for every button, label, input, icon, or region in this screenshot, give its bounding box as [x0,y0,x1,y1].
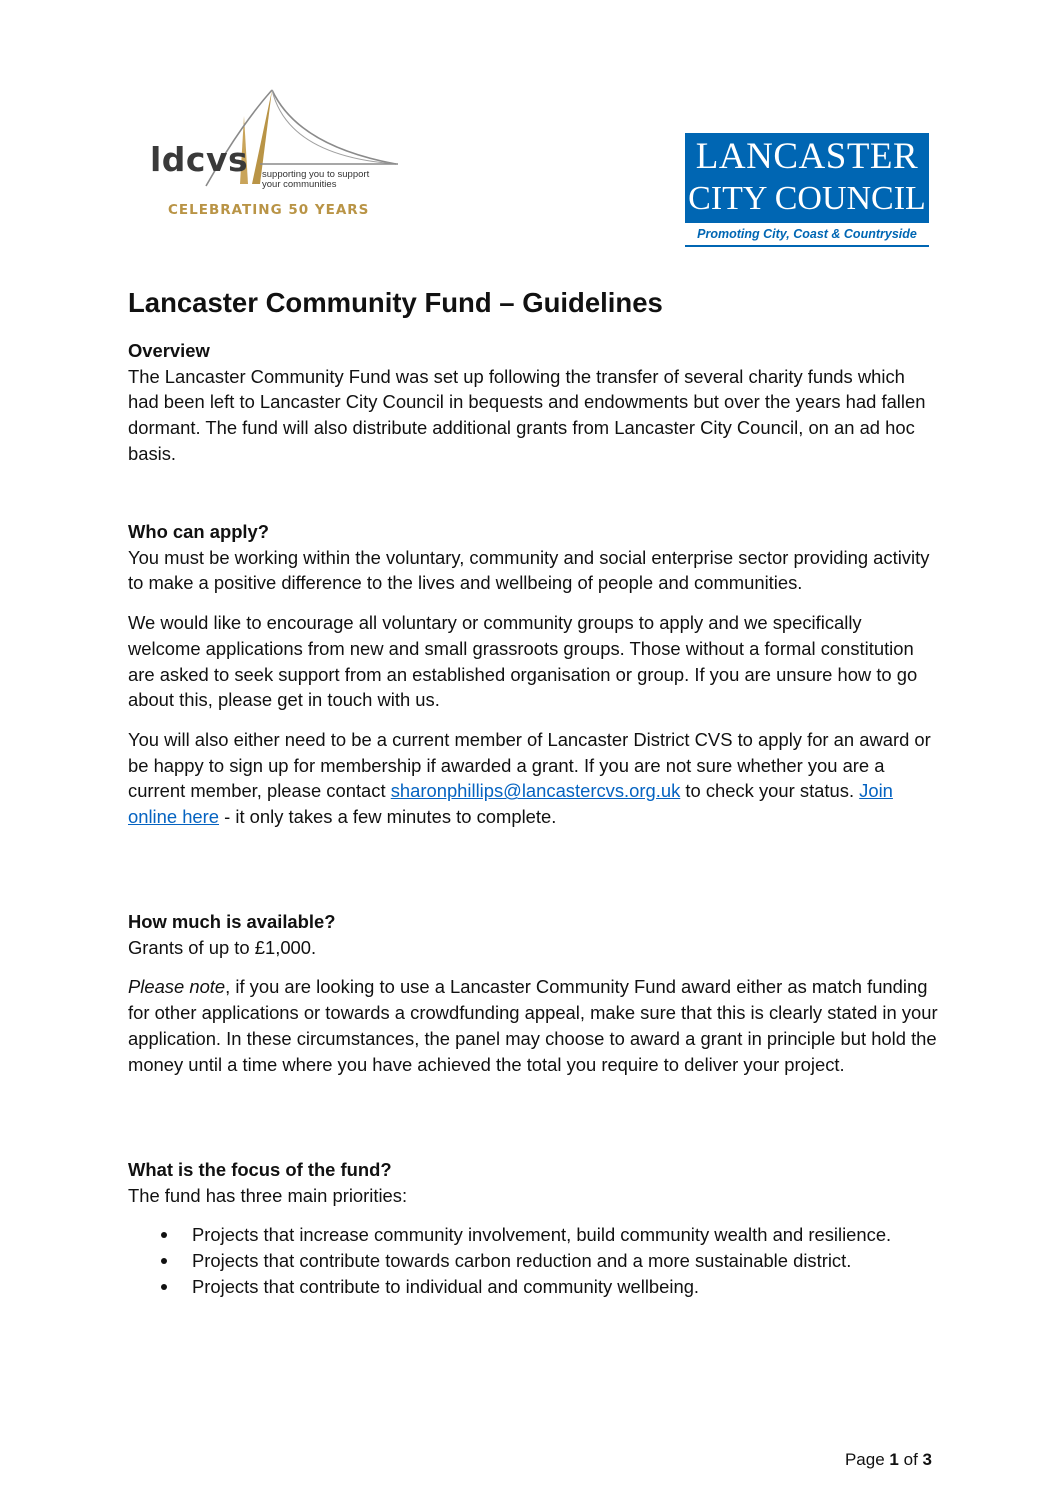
ldcvs-tagline [262,170,382,190]
council-logo-line1: LANCASTER [695,136,919,177]
council-logo-line2: CITY COUNCIL [688,180,926,217]
bullet-icon [161,1232,167,1238]
how-much-heading: How much is available? [128,911,336,932]
current-page: 1 [889,1450,899,1469]
council-logo-box [685,133,929,223]
focus-intro: The fund has three main priorities: [128,1184,408,1206]
match-funding-note [128,974,938,1077]
council-tagline-rule [685,245,929,247]
ldcvs-tagline-line2: your communities [262,179,337,190]
ldcvs-anniversary: CELEBRATING 50 YEARS [168,202,370,218]
priority-text: Projects that contribute to individual and community wellbeing. [192,1275,700,1297]
who-can-apply-para1: You must be working within the voluntary, community and social enterprise sector providing activity to make a positive difference to the lives and wellbeing of people and communities. [128,546,930,594]
contact-email-link[interactable]: sharonphillips@lancastercvs.org.uk [390,780,681,802]
ldcvs-logo [148,86,408,221]
how-much-section [128,909,938,1077]
page-label: Page [844,1450,885,1469]
focus-heading: What is the focus of the fund? [128,1159,392,1180]
page-number [845,1450,932,1470]
check-status-text: to check your status. [680,780,860,802]
priority-text: Projects that increase community involvement, build community wealth and resilience. [192,1224,892,1246]
priority-item [128,1274,938,1300]
grant-amount-text: Grants of up to £1,000. [128,936,317,958]
bullet-icon [161,1284,167,1290]
focus-section [128,1157,938,1300]
who-can-apply-para2: We would like to encourage all voluntary or community groups to apply and we specifically welcome applications from new and small grassroots groups. Those without a formal constitution are asked to seek support from an established organisation or group. If you are unsure how to go about this, please get in touch with us. [128,612,918,711]
who-can-apply-heading: Who can apply? [128,521,270,542]
membership-text: You will also either need to be a current member of Lancaster District CVS to apply for an award or be happy to sign up for membership if awarded a grant. If you are not sure whether you are a current member, please contact [128,728,931,802]
priorities-list [128,1222,938,1299]
lancaster-city-council-logo [685,133,930,249]
please-note-label: Please note [128,976,226,998]
of-label: of [903,1450,918,1469]
council-tagline: Promoting City, Coast & Countryside [697,227,917,241]
match-funding-text: , if you are looking to use a Lancaster Community Fund award either as match funding for other applications or towards a crowdfunding appeal, make sure that this is clearly stated in your application. In these circumstances, the panel may choose to award a grant in principle but hold the money until a time where you have achieved the total you require to deliver your project. [128,976,938,1075]
ldcvs-wordmark: ldcvs [150,140,249,179]
who-can-apply-para3 [128,727,938,830]
overview-text: The Lancaster Community Fund was set up following the transfer of several charity funds which had been left to Lancaster City Council in bequests and endowments but over the years had fallen dormant. The fund will also distribute additional grants from Lancaster City Council, on an ad hoc basis. [128,365,926,464]
priority-item [128,1248,938,1274]
overview-section [128,338,938,467]
join-online-link[interactable]: Join online here [128,780,893,828]
ldcvs-tagline-line1: supporting you to support [262,169,370,180]
document-title: Lancaster Community Fund – Guidelines [128,287,663,318]
bullet-icon [161,1258,167,1264]
join-duration-text: - it only takes a few minutes to complete. [219,806,557,828]
priority-item [128,1222,938,1248]
priority-text: Projects that contribute towards carbon reduction and a more sustainable district. [192,1250,852,1272]
overview-heading: Overview [128,340,210,361]
who-can-apply-section [128,519,938,830]
total-pages: 3 [922,1450,932,1469]
